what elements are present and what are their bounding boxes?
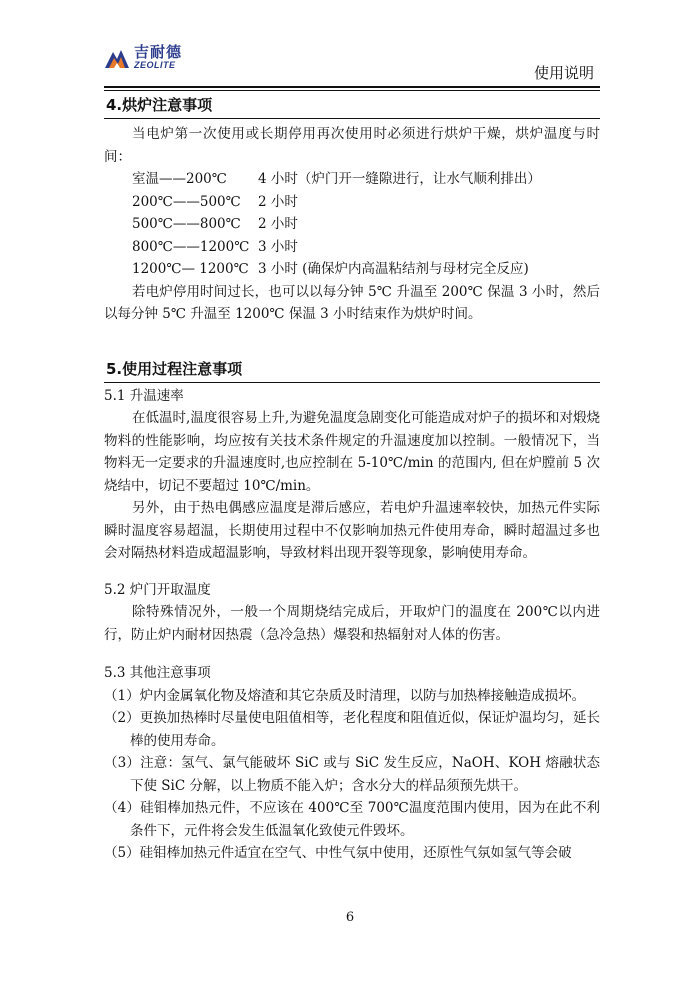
section-5-title: 5.使用过程注意事项 — [104, 358, 600, 383]
schedule-time: 2 小时 — [258, 216, 298, 232]
section-4-title: 4.烘炉注意事项 — [104, 94, 600, 119]
document-title: 使用说明 — [533, 64, 594, 82]
list-item: （1）炉内金属氧化物及熔渣和其它杂质及时清理，以防与加热棒接触造成损坏。 — [104, 687, 586, 704]
subsection-5-1-para-2: 另外，由于热电偶感应温度是滞后感应，若电炉升温速率较快，加热元件实际瞬时温度容易超温，长期使用过程中不仅影响加热元件使用寿命，瞬时超温过多也会对隔热材料造成超温影响，导致材料出现开裂等现象，影响使用寿命。 — [104, 500, 600, 561]
section-4-note: 若电炉停用时间过长，也可以以每分钟 5℃ 升温至 200℃ 保温 3 小时，然后以每分钟 5℃ 升温至 1200℃ 保温 3 小时结束作为烘炉时间。 — [104, 283, 600, 322]
subsection-5-2-para-1: 除特殊情况外，一般一个周期烧结完成后，开取炉门的温度在 200℃以内进行，防止炉内耐材因热震（急冷急热）爆裂和热辐射对人体的伤害。 — [104, 604, 600, 643]
schedule-time: 2 小时 — [258, 193, 298, 210]
subsection-5-2-title: 5.2 炉门开取温度 — [104, 581, 211, 598]
company-logo — [104, 44, 182, 70]
schedule-row — [104, 236, 600, 259]
header-rule-thick — [104, 86, 600, 88]
subsection-5-1-para-1: 在低温时,温度很容易上升,为避免温度急剧变化可能造成对炉子的损坏和对煅烧物料的性能影响，均应按有关技术条件规定的升温速度加以控制。一般情况下，当物料无一定要求的升温速度时,也应控制在 5-10℃/min 的范围内, 但在炉膛前 5 次烧结中，切记不要超过 10℃/min。 — [104, 410, 600, 494]
page-content — [104, 92, 600, 865]
schedule-time: 3 小时 (确保炉内高温粘结剂与母材完全反应) — [258, 261, 529, 277]
schedule-range: 200℃——500℃ — [132, 193, 241, 210]
subsection-5-1-title: 5.1 升温速率 — [104, 387, 184, 404]
schedule-row — [104, 191, 600, 214]
list-item: （2）更换加热棒时尽量使电阻值相等，老化程度和阻值近似，保证炉温均匀，延长棒的使用寿命。 — [104, 710, 600, 749]
page-header — [104, 36, 600, 86]
bake-schedule — [104, 168, 600, 281]
schedule-row — [104, 213, 600, 236]
list-item: （4）硅钼棒加热元件，不应该在 400℃至 700℃温度范围内使用，因为在此不利条件下，元件将会发生低温氧化致使元件毁坏。 — [104, 800, 600, 839]
schedule-time: 4 小时（炉门开一缝隙进行，让水气顺利排出） — [258, 171, 541, 187]
logo-english-name: ZEOLITE — [134, 59, 176, 70]
schedule-time: 3 小时 — [258, 238, 298, 255]
schedule-range: 500℃——800℃ — [132, 216, 241, 232]
section-4-intro: 当电炉第一次使用或长期停用再次使用时必须进行烘炉干燥，烘炉温度与时间： — [104, 126, 600, 165]
schedule-row — [104, 168, 600, 191]
logo-chinese-name: 吉耐德 — [134, 42, 183, 61]
header-rule-thin — [104, 90, 600, 91]
logo-mountain-icon — [104, 44, 130, 70]
list-item: （3）注意：氢气、氯气能破坏 SiC 或与 SiC 发生反应，NaOH、KOH 熔融状态下使 SiC 分解，以上物质不能入炉；含水分大的样品须预先烘干。 — [104, 755, 600, 794]
schedule-range: 室温——200℃ — [132, 171, 227, 187]
schedule-row — [104, 258, 600, 281]
schedule-range: 1200℃— 1200℃ — [132, 261, 249, 277]
subsection-5-3-title: 5.3 其他注意事项 — [104, 665, 211, 681]
page-number: 6 — [345, 910, 355, 925]
list-item: （5）硅钼棒加热元件适宜在空气、中性气氛中使用，还原性气氛如氢气等会破 — [104, 845, 572, 861]
schedule-range: 800℃——1200℃ — [132, 238, 250, 255]
